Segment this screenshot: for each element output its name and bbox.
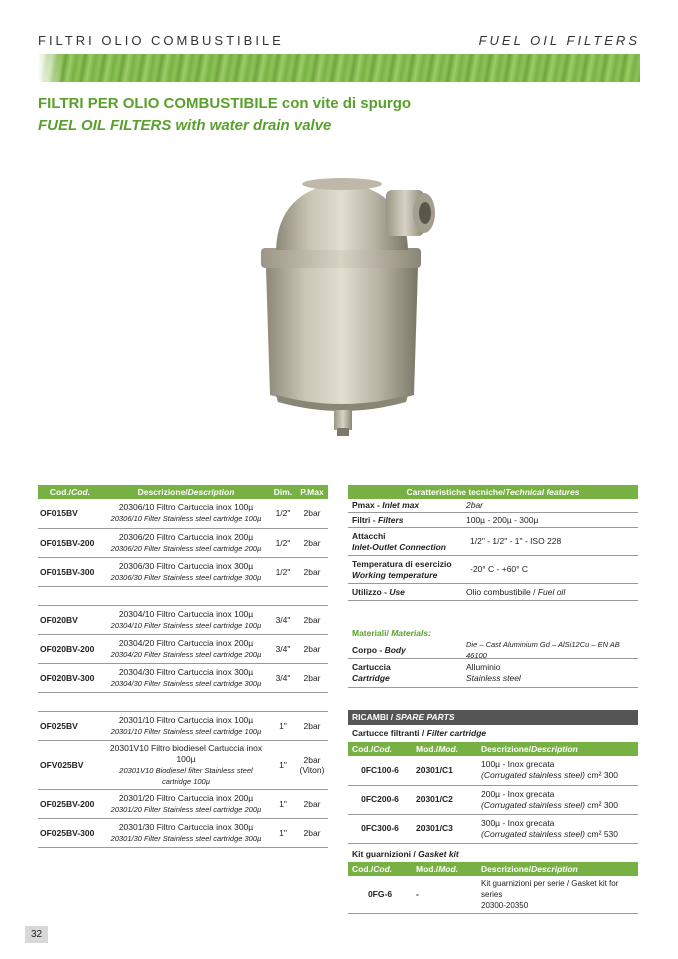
cartridge-desc-it: 300µ - Inox grecata — [481, 817, 555, 828]
header-model-it: Mod./ — [416, 864, 439, 874]
product-pmax: 2bar — [296, 634, 328, 663]
tech-value: 2bar — [466, 500, 484, 510]
tech-label-en: Use — [389, 586, 405, 597]
product-description — [102, 818, 270, 847]
desc-en: 20306/30 Filter Stainless steel cartridge 300µ — [110, 572, 262, 582]
tech-label-en: Filters — [377, 514, 404, 525]
header-code — [348, 742, 412, 756]
cartridge-title-en: Filter cartridge — [426, 728, 487, 738]
desc-en: 20306/20 Filter Stainless steel cartridge 200µ — [110, 543, 262, 553]
gasket-desc-it: Kit guarnizioni per serie / Gasket kit for series — [481, 879, 619, 899]
gasket-description — [477, 876, 638, 914]
product-code: OF020BV-200 — [38, 634, 102, 663]
header-code-en: Cod. — [71, 487, 91, 497]
gasket-code: 0FG-6 — [348, 876, 412, 914]
material-value-it: Alluminio — [466, 662, 501, 672]
product-code: OF020BV-300 — [38, 663, 102, 692]
cartridge-code: 0FC300-6 — [348, 814, 412, 843]
spare-parts-header-en: SPARE PARTS — [395, 712, 455, 722]
cartridge-area: cm² 300 — [584, 799, 619, 810]
products-header-row — [38, 485, 328, 499]
tech-label-en: Working temperature — [352, 569, 438, 580]
header-code — [38, 485, 102, 499]
header-description-it: Descrizione/ — [137, 487, 188, 497]
product-description — [102, 711, 270, 740]
products-table — [38, 485, 328, 848]
spare-parts-header-it: RICAMBI / — [352, 712, 396, 722]
gasket-header-row — [348, 862, 638, 876]
product-dim: 3/4" — [270, 605, 296, 634]
technical-header — [348, 485, 638, 499]
header-code-it: Cod./ — [49, 487, 72, 497]
product-pmax — [296, 740, 328, 789]
title-italian-rest: con vite di spurgo — [277, 95, 412, 112]
materials-title-it: Materiali/ — [352, 628, 392, 638]
desc-it: 20306/30 Filtro Cartuccia inox 300µ — [118, 560, 254, 571]
gasket-model: - — [412, 876, 477, 914]
tech-label-en: Inlet max — [382, 500, 420, 510]
table-row — [38, 663, 328, 692]
tech-row-filters — [348, 513, 638, 528]
material-label — [348, 662, 466, 684]
product-dim: 1" — [270, 818, 296, 847]
technical-header-it: Caratteristiche tecniche/ — [406, 487, 506, 497]
cartridge-model: 20301/C1 — [412, 756, 477, 785]
product-code: OF025BV — [38, 711, 102, 740]
header-description — [477, 862, 638, 876]
table-row — [38, 528, 328, 557]
technical-features — [348, 485, 638, 601]
product-dim: 3/4" — [270, 634, 296, 663]
materials-title-en: Materials: — [391, 628, 431, 638]
tech-row-use — [348, 584, 638, 601]
header-pmax: P.Max — [296, 485, 328, 499]
product-description — [102, 557, 270, 586]
header-code — [348, 862, 412, 876]
tech-label — [348, 559, 466, 581]
product-description — [102, 499, 270, 528]
desc-en: 20301/10 Filter Stainless steel cartridge 100µ — [110, 726, 262, 736]
product-description — [102, 789, 270, 818]
cartridge-desc-en: (Corrugated stainless steel) — [481, 799, 585, 810]
table-row — [38, 818, 328, 847]
tech-row-connection — [348, 528, 638, 556]
product-description — [102, 634, 270, 663]
product-code: OFV025BV — [38, 740, 102, 789]
desc-it: 20306/20 Filtro Cartuccia inox 200µ — [118, 531, 254, 542]
cartridge-desc-en: (Corrugated stainless steel) — [481, 828, 585, 839]
header-right-title: FUEL OIL FILTERS — [478, 33, 640, 48]
cartridge-model: 20301/C3 — [412, 814, 477, 843]
tech-value: 100µ - 200µ - 300µ — [466, 514, 539, 525]
product-pmax: 2bar — [296, 499, 328, 528]
desc-en: 20301/30 Filter Stainless steel cartridge 300µ — [110, 833, 262, 843]
header-description-it: Descrizione/ — [481, 744, 532, 754]
desc-it: 20304/20 Filtro Cartuccia inox 200µ — [118, 637, 254, 648]
gasket-title — [352, 849, 459, 859]
header-code-it: Cod./ — [352, 744, 374, 754]
header-model — [412, 742, 477, 756]
tech-label — [348, 515, 466, 526]
materials-title — [352, 628, 431, 638]
table-row — [38, 605, 328, 634]
tech-value-en: Fuel oil — [537, 586, 566, 597]
material-value: Die – Cast Aluminium Gd – AlSi12Cu – EN AB 46100 — [466, 640, 620, 660]
product-dim: 3/4" — [270, 663, 296, 692]
tech-label — [348, 587, 466, 598]
product-dim: 1/2" — [270, 499, 296, 528]
header-description-en: Description — [531, 864, 578, 874]
product-dim: 1" — [270, 711, 296, 740]
desc-it: 20301/20 Filtro Cartuccia inox 200µ — [118, 792, 254, 803]
desc-en: 20301/20 Filter Stainless steel cartridge 200µ — [110, 804, 262, 814]
header-code-en: Cod. — [373, 864, 393, 874]
table-row — [348, 814, 638, 843]
table-row — [38, 789, 328, 818]
product-dim: 1" — [270, 740, 296, 789]
product-dim: 1/2" — [270, 557, 296, 586]
header-dimension: Dim. — [270, 485, 296, 499]
product-description — [102, 528, 270, 557]
cartridge-model: 20301/C2 — [412, 785, 477, 814]
product-pmax: 2bar — [296, 605, 328, 634]
gasket-desc-series: 20300-20350 — [481, 901, 529, 910]
cartridge-table — [348, 742, 638, 844]
table-row — [348, 876, 638, 914]
product-pmax: 2bar — [296, 711, 328, 740]
tech-label — [348, 500, 466, 511]
header-left-title: FILTRI OLIO COMBUSTIBILE — [38, 33, 284, 48]
product-code: OF015BV — [38, 499, 102, 528]
group-spacer — [38, 586, 328, 605]
gasket-title-en: Gasket kit — [418, 849, 459, 859]
cartridge-desc-en: (Corrugated stainless steel) — [481, 770, 585, 781]
desc-it: 20301/30 Filtro Cartuccia inox 300µ — [118, 821, 254, 832]
header-model-en: Mod. — [438, 864, 459, 874]
product-code: OF025BV-200 — [38, 789, 102, 818]
product-code: OF025BV-300 — [38, 818, 102, 847]
tech-label-en: Inlet-Outlet Connection — [352, 541, 446, 552]
pmax-value: 2bar — [303, 754, 321, 765]
material-row-body — [348, 642, 638, 659]
cartridge-title — [352, 728, 486, 738]
table-row — [38, 557, 328, 586]
product-dim: 1" — [270, 789, 296, 818]
cartridge-desc-it: 100µ - Inox grecata — [481, 759, 555, 770]
page-number: 32 — [25, 926, 48, 943]
tech-label-it: Filtri - — [352, 514, 378, 525]
header-description — [477, 742, 638, 756]
header-description-en: Description — [531, 744, 578, 754]
cartridge-description — [477, 756, 638, 785]
desc-en: 20304/10 Filter Stainless steel cartridge 100µ — [110, 620, 262, 630]
tech-value-it: Olio combustibile / — [466, 586, 538, 597]
tech-value — [466, 587, 638, 598]
header-code-it: Cod./ — [352, 864, 374, 874]
material-value — [466, 662, 638, 684]
product-pmax: 2bar — [296, 557, 328, 586]
product-dim: 1/2" — [270, 528, 296, 557]
tech-value: -20° C - +60° C — [470, 564, 529, 574]
product-code: OF020BV — [38, 605, 102, 634]
table-row — [38, 634, 328, 663]
desc-en: 20304/30 Filter Stainless steel cartridge 300µ — [110, 678, 262, 688]
product-code: OF015BV-300 — [38, 557, 102, 586]
product-pmax: 2bar — [296, 789, 328, 818]
tech-value: 1/2" - 1/2" - 1" - ISO 228 — [470, 536, 562, 546]
desc-it: 20301V10 Filtro biodiesel Cartuccia inox 100µ — [109, 742, 263, 764]
cartridge-area: cm² 300 — [584, 770, 619, 781]
desc-it: 20304/30 Filtro Cartuccia inox 300µ — [118, 666, 254, 677]
table-row — [348, 756, 638, 785]
cartridge-area: cm² 530 — [584, 828, 619, 839]
header-model-it: Mod./ — [416, 744, 439, 754]
fuel-filter-photo — [236, 170, 448, 440]
material-value-en: Stainless steel — [466, 673, 521, 683]
material-label-it: Cartuccia — [352, 662, 391, 672]
header-description — [102, 485, 270, 499]
product-pmax: 2bar — [296, 528, 328, 557]
desc-en: 20301V10 Biodiesel filter Stainless steel cartridge 100µ — [119, 765, 253, 786]
tech-label-it: Utilizzo - — [352, 586, 390, 597]
header-code-en: Cod. — [373, 744, 393, 754]
desc-it: 20301/10 Filtro Cartuccia inox 100µ — [118, 714, 254, 725]
title-italian — [38, 95, 411, 112]
materials-table — [348, 642, 638, 688]
product-description — [102, 740, 270, 789]
product-pmax: 2bar — [296, 818, 328, 847]
header-model — [412, 862, 477, 876]
spare-parts-header — [348, 710, 638, 725]
cartridge-desc-it: 200µ - Inox grecata — [481, 788, 555, 799]
header-band-fade — [38, 54, 63, 82]
material-label-it: Corpo - — [352, 644, 385, 655]
cartridge-description — [477, 814, 638, 843]
material-label-en: Body — [384, 644, 406, 655]
table-row — [348, 785, 638, 814]
gasket-title-it: Kit guarnizioni / — [352, 849, 419, 859]
product-pmax: 2bar — [296, 663, 328, 692]
tech-row-temperature — [348, 556, 638, 584]
cartridge-code: 0FC100-6 — [348, 756, 412, 785]
pmax-note: (Viton) — [299, 764, 325, 775]
cartridge-title-it: Cartucce filtranti / — [352, 728, 427, 738]
table-row — [38, 499, 328, 528]
desc-en: 20306/10 Filter Stainless steel cartridge 100µ — [110, 514, 262, 524]
product-description — [102, 663, 270, 692]
desc-en: 20304/20 Filter Stainless steel cartridge 200µ — [110, 649, 262, 659]
material-row-cartridge — [348, 659, 638, 688]
title-english: FUEL OIL FILTERS with water drain valve — [38, 117, 332, 134]
desc-it: 20306/10 Filtro Cartuccia inox 100µ — [118, 502, 254, 513]
technical-header-en: Technical features — [505, 487, 580, 497]
table-row — [38, 711, 328, 740]
header-description-it: Descrizione/ — [481, 864, 532, 874]
header-green-band — [38, 54, 640, 82]
material-label — [348, 645, 466, 656]
gasket-table — [348, 862, 638, 914]
table-row — [38, 740, 328, 789]
product-code: OF015BV-200 — [38, 528, 102, 557]
cartridge-description — [477, 785, 638, 814]
cartridge-code: 0FC200-6 — [348, 785, 412, 814]
desc-it: 20304/10 Filtro Cartuccia inox 100µ — [118, 608, 254, 619]
tech-row-pmax — [348, 499, 638, 513]
product-description — [102, 605, 270, 634]
tech-label-it: Attacchi — [352, 530, 386, 541]
header-model-en: Mod. — [438, 744, 459, 754]
group-spacer — [38, 692, 328, 711]
tech-label — [348, 531, 466, 553]
title-italian-bold: FILTRI PER OLIO COMBUSTIBILE — [38, 95, 278, 112]
material-label-en: Cartridge — [352, 673, 390, 683]
header-description-en: Description — [187, 487, 235, 497]
cartridge-header-row — [348, 742, 638, 756]
tech-label-it: Temperatura di esercizio — [352, 558, 452, 569]
tech-label-it: Pmax - — [352, 500, 383, 510]
